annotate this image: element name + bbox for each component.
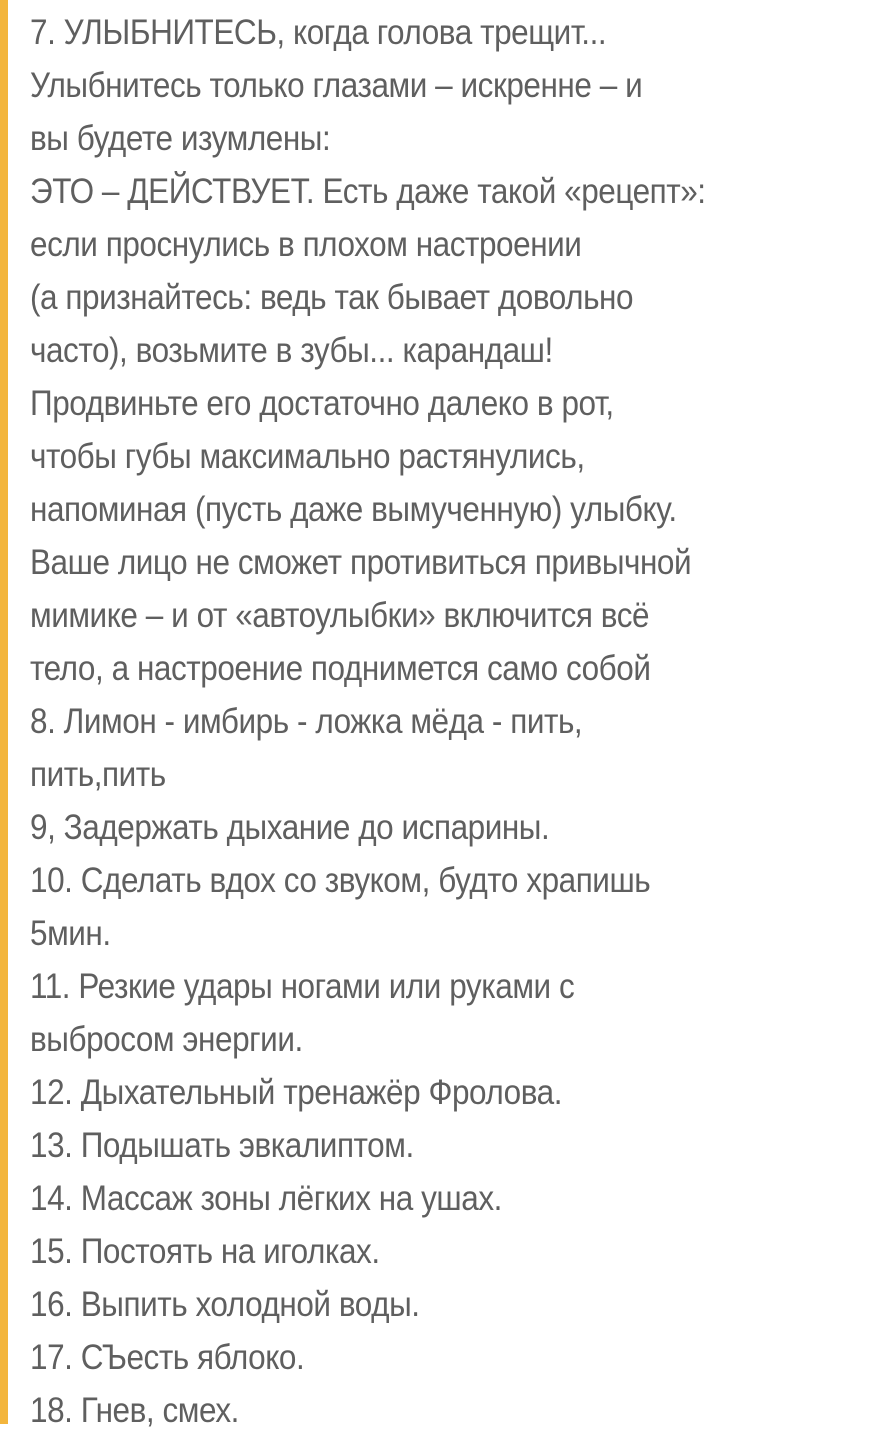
text-line: 13. Подышать эвкалиптом. [30,1126,414,1165]
text-line: мимике – и от «автоулыбки» включится всё [30,596,650,635]
text-line: 18. Гнев, смех. [30,1391,239,1430]
text-line: 12. Дыхательный тренажёр Фролова. [30,1073,563,1112]
text-line: вы будете изумлены: [30,119,331,158]
text-line: напоминая (пусть даже вымученную) улыбку. [30,490,677,529]
text-line: 11. Резкие удары ногами или руками с [30,967,575,1006]
text-line: 17. СЪесть яблоко. [30,1338,305,1377]
text-line: 14. Массаж зоны лёгких на ушах. [30,1179,502,1218]
text-line: 15. Постоять на иголках. [30,1232,380,1271]
text-line: (а признайтесь: ведь так бывает довольно [30,278,634,317]
text-line: 5мин. [30,914,111,953]
text-line: ЭТО – ДЕЙСТВУЕТ. Есть даже такой «рецепт»: [30,172,706,211]
message-text-body [30,6,865,1430]
quote-accent-bar [0,0,8,1424]
text-line: Ваше лицо не сможет противиться привычной [30,543,692,582]
text-line: если проснулись в плохом настроении [30,225,582,264]
text-line: 9, Задержать дыхание до испарины. [30,808,550,847]
text-line: 8. Лимон - имбирь - ложка мёда - пить, [30,702,583,741]
text-line: 16. Выпить холодной воды. [30,1285,420,1324]
text-line: Улыбнитесь только глазами – искренне – и [30,66,643,105]
text-line: 10. Сделать вдох со звуком, будто храпишь [30,861,651,900]
text-line: 7. УЛЫБНИТЕСЬ, когда голова трещит... [30,13,607,52]
text-line: выбросом энергии. [30,1020,303,1059]
text-line: чтобы губы максимально растянулись, [30,437,585,476]
text-line: пить,пить [30,755,166,794]
text-line: часто), возьмите в зубы... карандаш! [30,331,553,370]
text-line: Продвиньте его достаточно далеко в рот, [30,384,614,423]
text-line: тело, а настроение поднимется само собой [30,649,651,688]
